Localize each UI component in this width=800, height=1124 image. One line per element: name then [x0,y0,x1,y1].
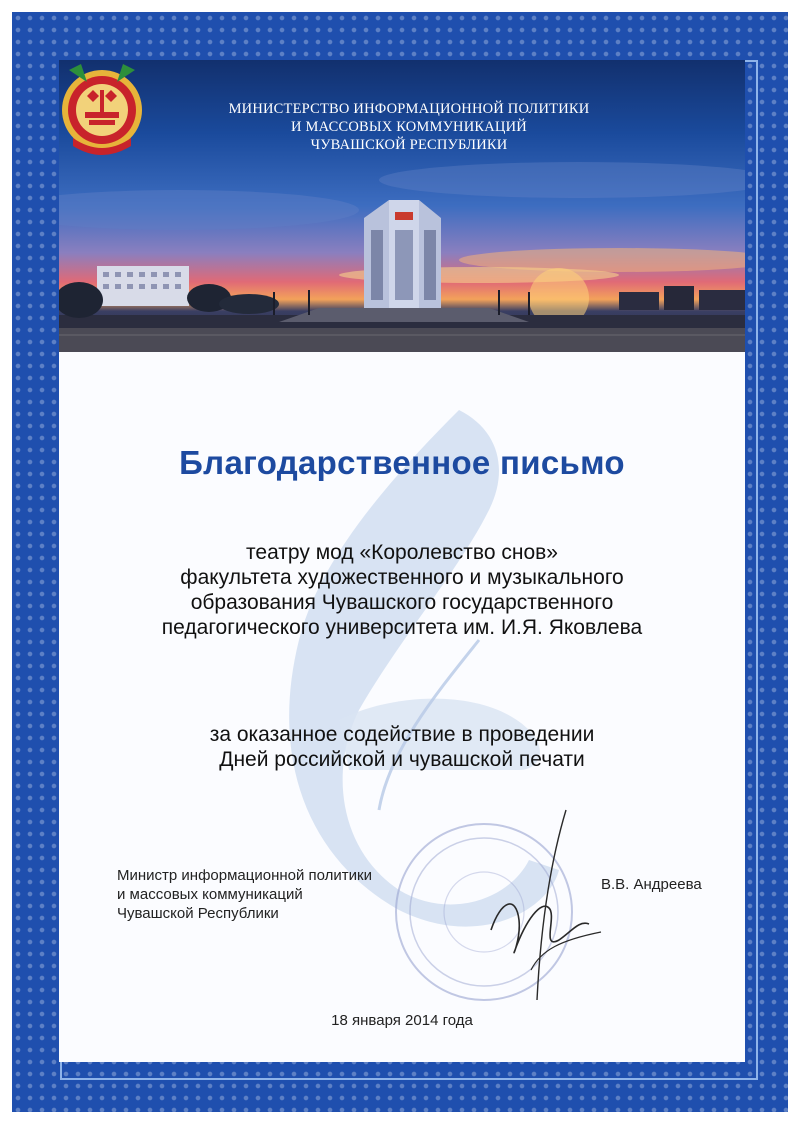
recipient-line-4: педагогического университета им. И.Я. Яковлева [161,616,643,639]
position-line-2: и массовых коммуникаций [117,886,303,903]
reason-line-1: за оказанное содействие в проведении [209,723,595,746]
reason-block [59,722,745,772]
signatory-name: В.В. Андреева [601,876,702,893]
reason-line-2: Дней российской и чувашской печати [219,748,585,771]
recipient-block [59,540,745,640]
header-banner [59,60,745,352]
issue-date: 18 января 2014 года [331,1012,473,1029]
ministry-name [209,100,609,154]
signatory-position [117,866,372,923]
ministry-line-2: И МАССОВЫХ КОММУНИКАЦИЙ [291,119,527,135]
recipient-line-1: театру мод «Королевство снов» [246,541,558,564]
chuvash-coat-of-arms-icon [59,60,145,156]
position-line-1: Министр информационной политики [117,867,372,884]
recipient-line-2: факультета художественного и музыкального [180,566,624,589]
ministry-line-3: ЧУВАШСКОЙ РЕСПУБЛИКИ [310,137,508,153]
handwritten-signature-icon [471,800,611,1030]
recipient-line-3: образования Чувашского государственного [190,591,614,614]
ministry-line-1: МИНИСТЕРСТВО ИНФОРМАЦИОННОЙ ПОЛИТИКИ [228,101,590,117]
certificate-sheet [59,60,745,1062]
position-line-3: Чувашской Республики [117,905,279,922]
letter-title: Благодарственное письмо [179,444,625,481]
